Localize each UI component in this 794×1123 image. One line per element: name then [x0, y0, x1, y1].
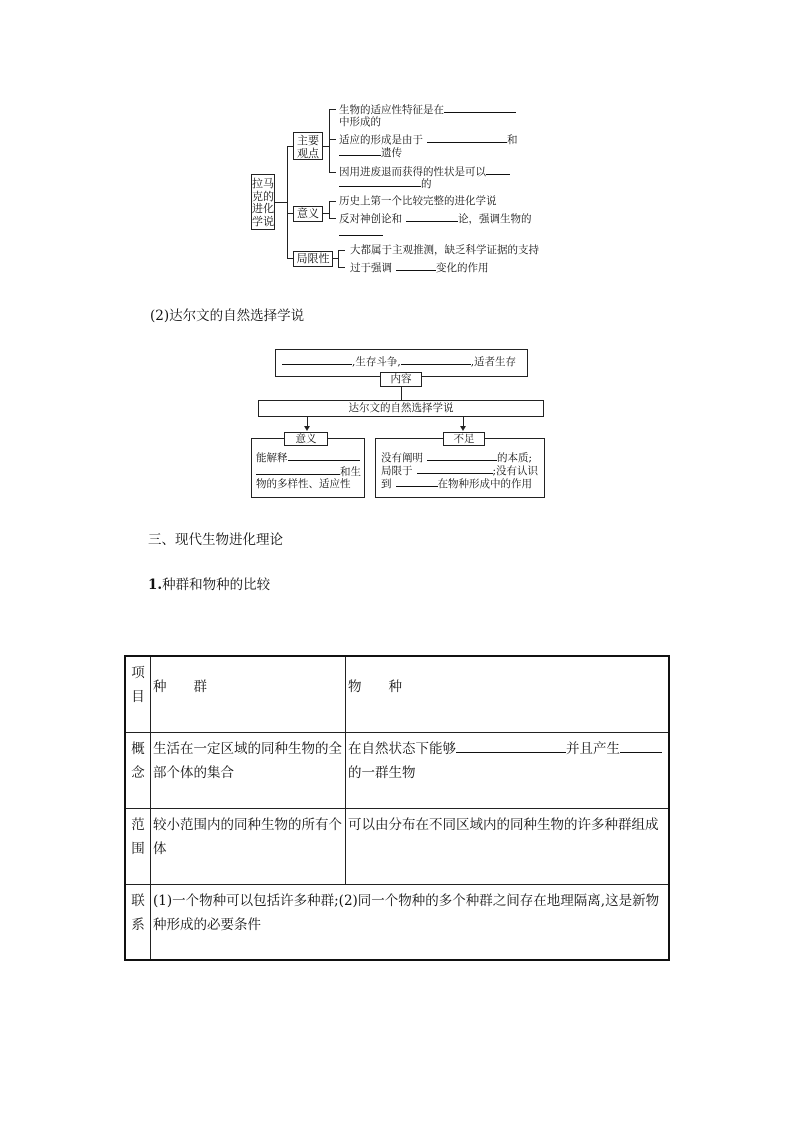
blank	[456, 738, 566, 753]
table-header-col2: 物 种	[346, 656, 670, 732]
content-label: 内容	[390, 373, 412, 385]
shortcoming-line2: 局限于 ;没有认识	[381, 465, 539, 477]
lamarck-root-label: 拉马克的进化学说	[252, 177, 274, 228]
arrow-down-icon	[460, 426, 466, 431]
content-label-box	[380, 372, 422, 387]
blank	[620, 738, 662, 753]
arrow-down-icon	[304, 426, 310, 431]
table-cell: 可以由分布在不同区域内的同种生物的许多种群组成	[346, 808, 670, 884]
lamarck-significance-box	[293, 206, 323, 222]
shortcoming-label: 不足	[453, 433, 475, 445]
blank	[417, 464, 493, 474]
blank	[288, 451, 360, 461]
limitation-1: 大都属于主观推测，缺乏科学证据的支持	[350, 244, 539, 256]
content-row-box: ,生存斗争, ,适者生存	[275, 349, 528, 377]
main-points-box	[293, 132, 323, 160]
main-point-1: 生物的适应性特征是在	[339, 103, 516, 117]
blank	[282, 355, 352, 365]
darwin-significance-line1: 能解释	[256, 451, 360, 465]
table-row-label: 联系	[125, 884, 151, 960]
limitations-label: 局限性	[296, 252, 330, 265]
blank	[396, 477, 438, 487]
blank	[339, 226, 383, 236]
limitations-box	[293, 251, 333, 267]
main-point-3-cont: 的	[339, 177, 432, 191]
darwin-title-box	[258, 400, 544, 417]
table-cell: (1)一个物种可以包括许多种群;(2)同一个物种的多个种群之间存在地理隔离,这是新物种形成的必要条件	[151, 884, 670, 960]
darwin-significance-label: 意义	[295, 433, 317, 445]
darwin-significance-line2: 和生	[256, 465, 361, 479]
comparison-table	[124, 655, 670, 961]
shortcoming-line1: 没有阐明 的本质;	[381, 452, 533, 464]
darwin-significance-line3: 物的多样性、适应性	[256, 478, 351, 490]
blank	[401, 355, 471, 365]
blank	[256, 465, 340, 475]
lamarck-significance-2-cont	[339, 226, 383, 240]
table-cell: 在自然状态下能够 并且产生 的一群生物	[346, 732, 670, 808]
table-row-label: 范围	[125, 808, 151, 884]
sub1-heading: 1.种群和物种的比较	[148, 577, 271, 593]
blank	[396, 261, 436, 271]
shortcoming-label-box	[443, 432, 485, 446]
lamarck-significance-2: 反对神创论和 论，强调生物的	[339, 213, 532, 225]
main-points-label: 主要观点	[297, 134, 319, 160]
shortcoming-line3: 到 在物种形成中的作用	[381, 478, 532, 490]
blank	[406, 212, 458, 222]
blank	[486, 165, 510, 175]
main-point-1-cont: 中形成的	[339, 116, 381, 128]
table-row-label: 概念	[125, 732, 151, 808]
table-row	[125, 884, 669, 960]
lamarck-significance-1: 历史上第一个比较完整的进化学说	[339, 195, 497, 207]
darwin-significance-label-box	[284, 432, 328, 446]
table-header-col1: 种 群	[151, 656, 346, 732]
main-point-3: 因用进废退而获得的性状是可以	[339, 165, 510, 179]
blank	[427, 451, 497, 461]
lamarck-significance-label: 意义	[297, 207, 319, 220]
darwin-heading: (2)达尔文的自然选择学说	[150, 308, 305, 324]
main-point-2: 适应的形成是由于 和	[339, 134, 518, 146]
limitation-2: 过于强调 变化的作用	[350, 262, 489, 274]
table-cell: 较小范围内的同种生物的所有个体	[151, 808, 346, 884]
blank	[339, 146, 381, 156]
darwin-title: 达尔文的自然选择学说	[348, 402, 454, 414]
blank	[444, 103, 516, 113]
table-header-row	[125, 656, 669, 732]
blank	[339, 177, 421, 187]
table-row	[125, 732, 669, 808]
table-row-label: 项目	[125, 656, 151, 732]
main-point-2-cont: 遗传	[339, 146, 402, 160]
table-cell: 生活在一定区域的同种生物的全部个体的集合	[151, 732, 346, 808]
section3-heading: 三、现代生物进化理论	[148, 532, 283, 548]
table-row	[125, 808, 669, 884]
lamarck-root-box	[251, 174, 275, 230]
blank	[427, 133, 507, 143]
